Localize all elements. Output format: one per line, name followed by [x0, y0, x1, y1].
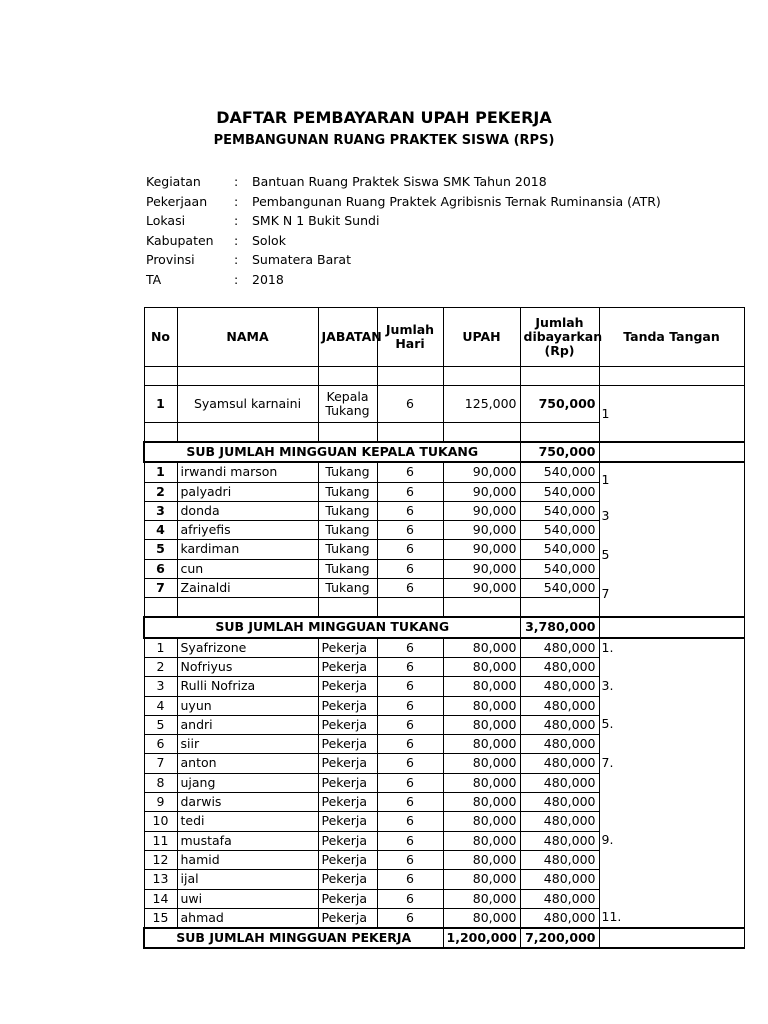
cell-no: 7 — [144, 579, 177, 598]
cell-upah: 90,000 — [443, 462, 520, 482]
info-value: SMK N 1 Bukit Sundi — [252, 213, 380, 229]
spacer-cell — [599, 367, 744, 386]
cell-no: 11 — [144, 831, 177, 850]
cell-nama: cun — [177, 559, 318, 578]
cell-upah: 90,000 — [443, 482, 520, 501]
cell-no: 14 — [144, 889, 177, 908]
cell-upah: 80,000 — [443, 908, 520, 928]
cell-hari: 6 — [377, 696, 443, 715]
cell-upah: 80,000 — [443, 638, 520, 658]
cell-total: 480,000 — [520, 735, 599, 754]
cell-upah: 90,000 — [443, 559, 520, 578]
cell-jabatan: Pekerja — [318, 773, 377, 792]
info-colon: : — [234, 193, 239, 209]
cell-total: 540,000 — [520, 540, 599, 559]
cell-no: 7 — [144, 754, 177, 773]
empty-cell — [318, 423, 377, 443]
cell-jabatan: Tukang — [318, 501, 377, 520]
table-row — [144, 462, 744, 482]
table-row — [144, 540, 744, 559]
empty-cell — [144, 423, 177, 443]
cell-signature — [599, 696, 744, 715]
cell-no: 1 — [144, 386, 177, 423]
cell-nama: uyun — [177, 696, 318, 715]
info-label: Kegiatan — [146, 174, 201, 189]
cell-upah: 80,000 — [443, 735, 520, 754]
subtotal-value: 7,200,000 — [520, 928, 599, 948]
table-row — [144, 657, 744, 676]
spacer-cell — [377, 367, 443, 386]
cell-jabatan: Pekerja — [318, 696, 377, 715]
cell-jabatan: Pekerja — [318, 657, 377, 676]
cell-hari: 6 — [377, 482, 443, 501]
header-tanda-tangan: Tanda Tangan — [599, 308, 744, 367]
cell-nama: mustafa — [177, 831, 318, 850]
cell-no: 2 — [144, 482, 177, 501]
cell-jabatan: Kepala Tukang — [318, 386, 377, 423]
cell-hari: 6 — [377, 793, 443, 812]
cell-hari: 6 — [377, 754, 443, 773]
subtotal-row-kepala-tukang — [144, 442, 744, 462]
subtotal-value: 3,780,000 — [520, 617, 599, 637]
header-nama: NAMA — [177, 308, 318, 367]
cell-signature: 7. — [599, 754, 744, 773]
cell-upah: 90,000 — [443, 501, 520, 520]
header-jumlah-hari: Jumlah Hari — [377, 308, 443, 367]
cell-total: 480,000 — [520, 638, 599, 658]
cell-total: 480,000 — [520, 908, 599, 928]
cell-signature — [599, 773, 744, 792]
cell-hari: 6 — [377, 831, 443, 850]
cell-upah: 80,000 — [443, 696, 520, 715]
cell-nama: Zainaldi — [177, 579, 318, 598]
table-row-kepala-tukang — [144, 386, 744, 423]
cell-upah: 80,000 — [443, 677, 520, 696]
cell-jabatan: Pekerja — [318, 735, 377, 754]
empty-cell — [144, 598, 177, 618]
cell-upah: 90,000 — [443, 579, 520, 598]
cell-nama: ijal — [177, 870, 318, 889]
table-row — [144, 908, 744, 928]
empty-cell — [318, 598, 377, 618]
cell-nama: palyadri — [177, 482, 318, 501]
cell-nama: Syafrizone — [177, 638, 318, 658]
info-colon: : — [234, 174, 239, 189]
cell-nama: anton — [177, 754, 318, 773]
cell-upah: 80,000 — [443, 793, 520, 812]
cell-upah: 80,000 — [443, 831, 520, 850]
cell-no: 13 — [144, 870, 177, 889]
empty-cell — [177, 423, 318, 443]
cell-no: 5 — [144, 715, 177, 734]
cell-total: 540,000 — [520, 521, 599, 540]
empty-cell — [520, 423, 599, 443]
cell-jabatan: Tukang — [318, 521, 377, 540]
cell-total: 480,000 — [520, 812, 599, 831]
table-row — [144, 579, 744, 598]
empty-cell — [177, 598, 318, 618]
info-colon: : — [234, 213, 239, 229]
table-row — [144, 870, 744, 889]
document-title: DAFTAR PEMBAYARAN UPAH PEKERJA — [216, 108, 552, 127]
spacer-cell — [318, 367, 377, 386]
cell-hari: 6 — [377, 812, 443, 831]
subtotal-upah: 1,200,000 — [443, 928, 520, 948]
document-subtitle: PEMBANGUNAN RUANG PRAKTEK SISWA (RPS) — [213, 133, 555, 148]
cell-hari: 6 — [377, 579, 443, 598]
empty-cell — [520, 598, 599, 618]
subtotal-signature-cell — [599, 928, 744, 948]
cell-hari: 6 — [377, 677, 443, 696]
info-value: Pembangunan Ruang Praktek Agribisnis Ternak Ruminansia (ATR) — [252, 193, 661, 209]
info-colon: : — [234, 232, 239, 248]
cell-total: 480,000 — [520, 870, 599, 889]
cell-no: 4 — [144, 696, 177, 715]
cell-upah: 80,000 — [443, 870, 520, 889]
cell-jabatan: Tukang — [318, 559, 377, 578]
cell-signature: 1 — [599, 462, 744, 501]
cell-signature — [599, 657, 744, 676]
cell-no: 9 — [144, 793, 177, 812]
cell-upah: 80,000 — [443, 850, 520, 869]
cell-jabatan: Pekerja — [318, 870, 377, 889]
cell-hari: 6 — [377, 850, 443, 869]
subtotal-signature-cell — [599, 442, 744, 462]
cell-signature: 11. — [599, 908, 744, 928]
cell-hari: 6 — [377, 521, 443, 540]
table-header-row — [144, 308, 744, 367]
cell-signature — [599, 889, 744, 908]
cell-nama: hamid — [177, 850, 318, 869]
cell-total: 480,000 — [520, 850, 599, 869]
payroll-sheet — [143, 307, 720, 946]
cell-jabatan: Pekerja — [318, 812, 377, 831]
cell-signature: 1. — [599, 638, 744, 658]
cell-total: 540,000 — [520, 482, 599, 501]
cell-nama: ujang — [177, 773, 318, 792]
cell-signature — [599, 735, 744, 754]
cell-signature: 7 — [599, 579, 744, 618]
spacer-row — [144, 367, 744, 386]
cell-nama: Nofriyus — [177, 657, 318, 676]
spacer-cell — [177, 367, 318, 386]
cell-upah: 80,000 — [443, 889, 520, 908]
cell-upah: 90,000 — [443, 521, 520, 540]
info-colon: : — [234, 271, 239, 287]
info-value: Sumatera Barat — [252, 252, 351, 268]
cell-no: 5 — [144, 540, 177, 559]
cell-hari: 6 — [377, 735, 443, 754]
cell-signature: 5 — [599, 540, 744, 579]
cell-jabatan: Pekerja — [318, 754, 377, 773]
info-block — [146, 172, 661, 290]
cell-total: 750,000 — [520, 386, 599, 423]
cell-total: 480,000 — [520, 677, 599, 696]
cell-hari: 6 — [377, 889, 443, 908]
subtotal-label: SUB JUMLAH MINGGUAN TUKANG — [144, 617, 520, 637]
info-row-pekerjaan — [146, 192, 661, 212]
table-row — [144, 812, 744, 831]
cell-nama: Rulli Nofriza — [177, 677, 318, 696]
subtotal-row-tukang — [144, 617, 744, 637]
cell-total: 540,000 — [520, 462, 599, 482]
subtotal-value: 750,000 — [520, 442, 599, 462]
cell-no: 2 — [144, 657, 177, 676]
info-row-lokasi — [146, 211, 661, 231]
cell-no: 3 — [144, 501, 177, 520]
subtotal-label: SUB JUMLAH MINGGUAN KEPALA TUKANG — [144, 442, 520, 462]
cell-jabatan: Pekerja — [318, 715, 377, 734]
cell-jabatan: Pekerja — [318, 908, 377, 928]
cell-hari: 6 — [377, 638, 443, 658]
cell-hari: 6 — [377, 908, 443, 928]
cell-nama: irwandi marson — [177, 462, 318, 482]
cell-signature: 3. — [599, 677, 744, 696]
cell-total: 480,000 — [520, 889, 599, 908]
info-label: Kabupaten — [146, 232, 214, 248]
cell-hari: 6 — [377, 540, 443, 559]
cell-signature — [599, 850, 744, 869]
cell-jabatan: Pekerja — [318, 677, 377, 696]
cell-jabatan: Tukang — [318, 462, 377, 482]
table-row — [144, 735, 744, 754]
info-value: Solok — [252, 232, 286, 248]
spacer-cell — [520, 367, 599, 386]
cell-total: 480,000 — [520, 773, 599, 792]
cell-nama: ahmad — [177, 908, 318, 928]
cell-hari: 6 — [377, 715, 443, 734]
table-row — [144, 889, 744, 908]
cell-no: 12 — [144, 850, 177, 869]
cell-hari: 6 — [377, 657, 443, 676]
header-no: No — [144, 308, 177, 367]
cell-no: 1 — [144, 462, 177, 482]
cell-jabatan: Tukang — [318, 482, 377, 501]
cell-total: 480,000 — [520, 793, 599, 812]
cell-nama: kardiman — [177, 540, 318, 559]
subtotal-signature-cell — [599, 617, 744, 637]
cell-no: 8 — [144, 773, 177, 792]
cell-upah: 125,000 — [443, 386, 520, 423]
table-row — [144, 696, 744, 715]
cell-jabatan: Pekerja — [318, 889, 377, 908]
cell-total: 480,000 — [520, 715, 599, 734]
cell-signature: 1 — [599, 386, 744, 443]
table-row — [144, 773, 744, 792]
cell-total: 480,000 — [520, 831, 599, 850]
cell-upah: 90,000 — [443, 540, 520, 559]
table-row — [144, 850, 744, 869]
cell-jabatan: Pekerja — [318, 793, 377, 812]
cell-jabatan: Pekerja — [318, 638, 377, 658]
cell-total: 480,000 — [520, 657, 599, 676]
cell-upah: 80,000 — [443, 754, 520, 773]
cell-signature: 3 — [599, 501, 744, 540]
info-colon: : — [234, 252, 239, 268]
cell-signature: 9. — [599, 831, 744, 850]
cell-nama: donda — [177, 501, 318, 520]
subtotal-row-pekerja — [144, 928, 744, 948]
cell-nama: darwis — [177, 793, 318, 812]
empty-cell — [377, 423, 443, 443]
cell-nama: uwi — [177, 889, 318, 908]
cell-hari: 6 — [377, 386, 443, 423]
cell-no: 6 — [144, 735, 177, 754]
header-dibayarkan: Jumlah dibayarkan (Rp) — [520, 308, 599, 367]
cell-signature — [599, 870, 744, 889]
cell-hari: 6 — [377, 462, 443, 482]
cell-upah: 80,000 — [443, 773, 520, 792]
empty-cell — [443, 423, 520, 443]
cell-nama: Syamsul karnaini — [177, 386, 318, 423]
table-row — [144, 501, 744, 520]
header-jabatan: JABATAN — [318, 308, 377, 367]
cell-total: 540,000 — [520, 559, 599, 578]
subtotal-label: SUB JUMLAH MINGGUAN PEKERJA — [144, 928, 443, 948]
table-row — [144, 754, 744, 773]
info-label: Pekerjaan — [146, 193, 208, 209]
table-row — [144, 638, 744, 658]
cell-hari: 6 — [377, 773, 443, 792]
cell-signature: 5. — [599, 715, 744, 734]
info-row-kegiatan — [146, 172, 661, 192]
cell-upah: 80,000 — [443, 715, 520, 734]
table-row — [144, 715, 744, 734]
cell-no: 1 — [144, 638, 177, 658]
cell-jabatan: Pekerja — [318, 850, 377, 869]
cell-total: 540,000 — [520, 501, 599, 520]
cell-nama: siir — [177, 735, 318, 754]
cell-nama: tedi — [177, 812, 318, 831]
cell-jabatan: Tukang — [318, 540, 377, 559]
spacer-cell — [144, 367, 177, 386]
cell-no: 6 — [144, 559, 177, 578]
cell-upah: 80,000 — [443, 657, 520, 676]
cell-hari: 6 — [377, 559, 443, 578]
empty-cell — [443, 598, 520, 618]
table-row — [144, 793, 744, 812]
cell-nama: afriyefis — [177, 521, 318, 540]
spacer-cell — [443, 367, 520, 386]
cell-hari: 6 — [377, 501, 443, 520]
cell-total: 480,000 — [520, 696, 599, 715]
cell-jabatan: Pekerja — [318, 831, 377, 850]
table-row — [144, 831, 744, 850]
empty-cell — [377, 598, 443, 618]
cell-total: 480,000 — [520, 754, 599, 773]
cell-no: 4 — [144, 521, 177, 540]
info-row-provinsi — [146, 250, 661, 270]
payroll-table — [143, 307, 745, 949]
table-row — [144, 677, 744, 696]
cell-upah: 80,000 — [443, 812, 520, 831]
info-label: Provinsi — [146, 252, 195, 268]
cell-signature — [599, 793, 744, 812]
cell-signature — [599, 812, 744, 831]
info-label: Lokasi — [146, 213, 186, 229]
cell-no: 10 — [144, 812, 177, 831]
info-label: TA — [146, 271, 162, 287]
info-value: 2018 — [252, 271, 284, 287]
cell-nama: andri — [177, 715, 318, 734]
info-row-kabupaten — [146, 231, 661, 251]
header-upah: UPAH — [443, 308, 520, 367]
info-row-ta — [146, 270, 661, 290]
info-value: Bantuan Ruang Praktek Siswa SMK Tahun 2018 — [252, 174, 547, 189]
cell-jabatan: Tukang — [318, 579, 377, 598]
cell-total: 540,000 — [520, 579, 599, 598]
cell-no: 3 — [144, 677, 177, 696]
cell-hari: 6 — [377, 870, 443, 889]
cell-no: 15 — [144, 908, 177, 928]
